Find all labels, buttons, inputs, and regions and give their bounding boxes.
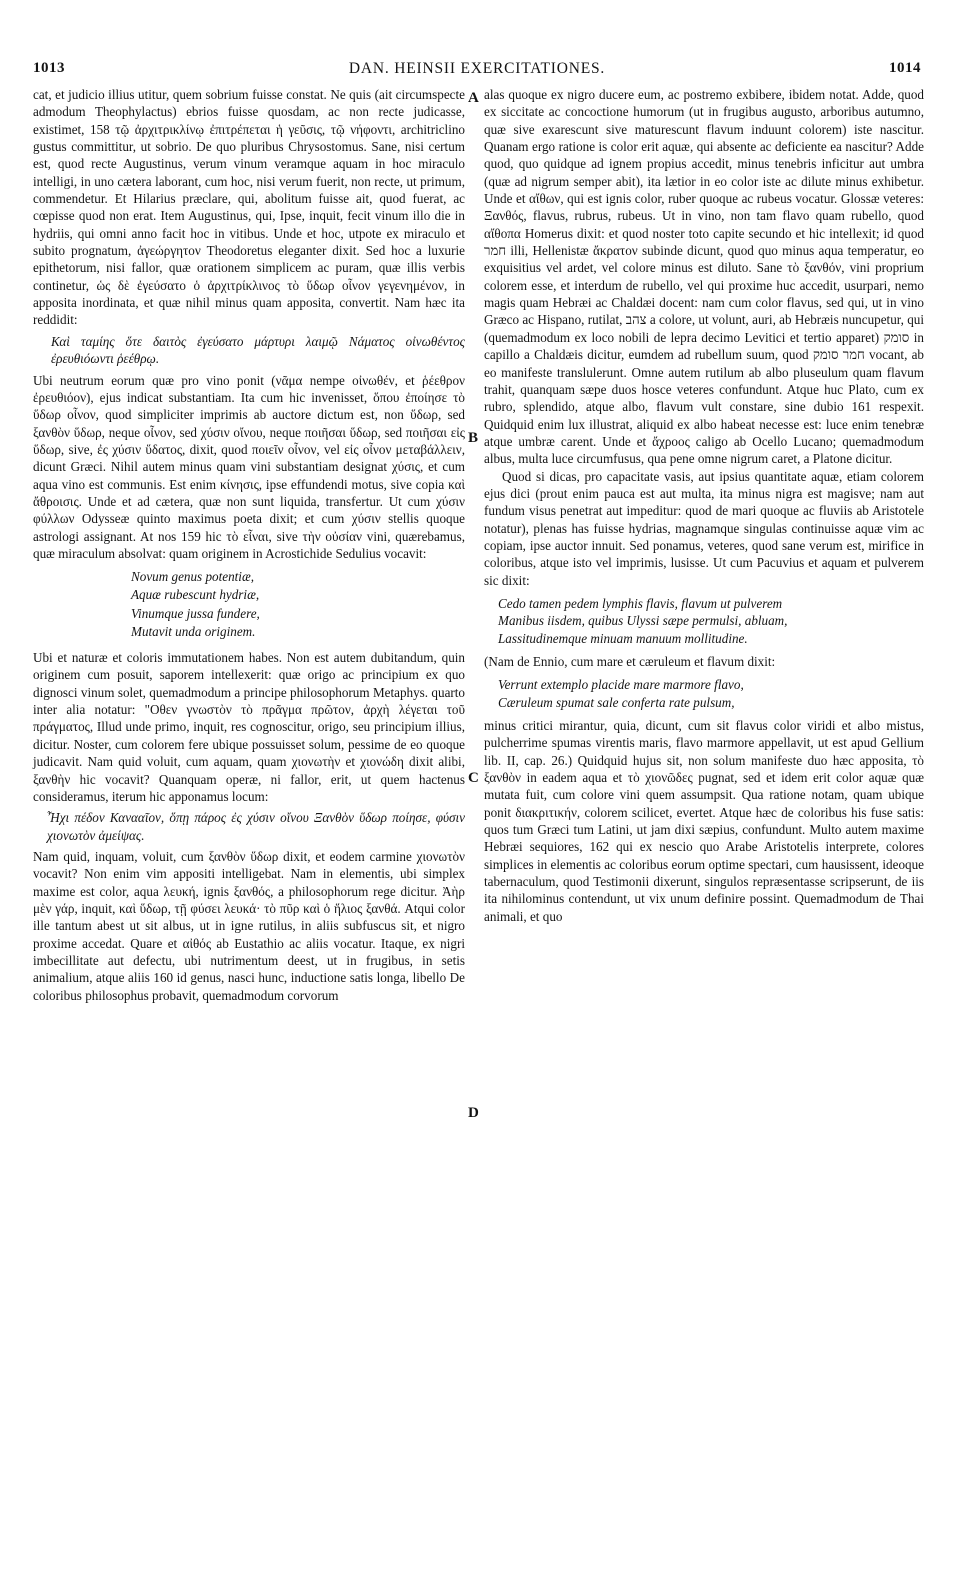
page-number-right: 1014 xyxy=(889,60,921,76)
paragraph: cat, et judicio illius utitur, quem sobrium fuisse constat. Ne quis (ait circumspecte admodum Theophylactus) ebrios fuisse quosdam, ac non recte judicasse, existimet, 158 τῷ ἀρχιτρικλίνῳ ἐπιτρέπεται ἡ γεῦσις, τῷ νήφοντι, architriclino gustus committitur, ut sobrio. De quo pluribus Chrysostomus. Sane, nisi certum est, quod recte Augustinus, verum vinum veramque aquam in hoc miraculo intelligi, in uno cætera laborant, cum hoc, nisi verum fuerit, non recte, ut primum, commendetur. Et Hilarius præclare, qui, abolitum fuisse ait, quod fuerat, ac cœpisse quod non erat. Item Augustinus, qui, Ipse, inquit, fecit vinum illo die in hydriis, qui omni anno facit hoc in vitibus. Unde et hoc, utpote ex miraculo et subito prognatum, ἀγεώργητον Theodoretus eleganter dixit. Sed hoc a luxurie epithetorum, nisi fallor, quæ orationem simplicem ac puram, quæ illis verbis continetur, ὡς δὲ ἐγεύσατο ὁ ἀρχιτρίκλινος τὸ ὕδωρ οἶνον γεγενημένον, in apposita inordinata, et quæ nihil minus quam apposita, convertit. Nam hæc ita reddidit: xyxy=(33,87,465,328)
margin-mark-d: D xyxy=(468,1105,479,1121)
paragraph: Ubi et naturæ et coloris immutationem habes. Non est autem dubitandum, quin originem cum posuit, saporem intellexerit: quæ origo ac principium ex quo dignosci vinum solet, quemadmodum a principe philosophorum Metaphys. quarto inter alia notatur: "Οθεν γνωστὸν τὸ πρᾶγμα πρῶτον, ἀρχὴ λέγεται τοῦ πράγματος, Illud unde primo, inquit, res cognoscitur, origo, seu principium illius, dicitur. Noster, cum colorem fere ubique possuisset solum, pessime de eo quoque judicavit. Nam quid voluit, cum aquam, quam χιονωτὴν et χιονώδη dixit alibi, ξανθὴν hic vocavit? Quanquam operæ, ni fallor, erit, ut quem hactenus consideramus, iterum hic apponamus locum: xyxy=(33,650,465,804)
right-column xyxy=(484,86,924,925)
left-column xyxy=(33,86,465,1004)
paragraph: Quod si dicas, pro capacitate vasis, aut ipsius quantitate aquæ, etiam colorem ejus dici (prout enim pauca est aut multa, ita minus nigra est magisve; nam aut fundum visus penetrat aut impeditur: quod de mari quoque ac fluviis ab Aristotele notatur), plenas has fuisse hydrias, magnamque singulas continuisse aquæ vim ac copiam, ipse auctor innuit. Sed ponamus, veteres, quod sane verum est, mirifice in coloribus, atque isto vel imprimis, lusisse. Ut cum Pacuvius et aquam et pulverem sic dixit: xyxy=(484,468,924,588)
latin-verse: Novum genus potentiæ, Aquæ rubescunt hydriæ, Vinumque jussa fundere, Mutavit unda originem. xyxy=(131,569,260,639)
margin-mark-a: A xyxy=(468,90,479,106)
paragraph: Nam quid, inquam, voluit, cum ξανθὸν ὕδωρ dixit, et eodem carmine χιονωτὸν vocavit? Non enim vim appositi intelligebat. Nam in elementis, ubi simplex maxime est color, aqua λευκή, ignis ξανθός, a philosophorum rege dicitur. Ἀὴρ μὲν γάρ, inquit, καὶ ὕδωρ, τῇ φύσει λευκά· τὸ πῦρ καὶ ὁ ἥλιος ξανθά. Atqui color ille tantum abest ut sit albus, ut in igne rutilus, in aliis subfuscus sit, et nigro proxime accedat. Quare et αἰθός ab Eustathio ac aliis vocatur. Itaque, ex nigri imbecillitate aut defectu, ubi nutrimentum deest, ut in frugibus, in setis animalium, atque aliis 160 id genus, nasci hunc, inductione satis longa, libello De coloribus philosophus probavit, quemadmodum corvorum xyxy=(33,848,465,1003)
paragraph: (Nam de Ennio, cum mare et cæruleum et flavum dixit: xyxy=(484,654,776,669)
paragraph: alas quoque ex nigro ducere eum, ac postremo exbibere, ibidem notat. Adde, quod ex siccitate ac concoctione humorum (ut in frugibus augusto, arboribus autumno, quæ sive exarescunt sive maturescunt flavum induunt colorem) iste nascitur. Quanam ergo ratione is color erit aquæ, qui absente ac deficiente ea nascitur? Adde quod, quo quidque ad ignem propius accedit, minus tenebris inficitur aut umbra (quæ ad nigrum semper abit), ita lætior in eo color iste ac dilute minus exhibetur. Unde et αἴθων, qui est ignis color, ruber quoque ac rubeus vocatur. Glossæ veteres: Ξανθός, flavus, rubrus, rubeus. Ut in vino, non tam flavo quam rubello, quod αἴθοπα Homerus dixit: et quod noster toto capite secundo et hic intellexit; id quod חמר illi, Hellenistæ ἄκρατον subinde dicunt, quod quo minus aqua temperatur, eo exquisitius vel ardet, vel colore minus est diluto. Sane τὸ ξανθόν, vini proprium colorem esse, et interdum de rubello, vel qui proxime huc accedit, usurpari, nemo magis quam Hebræi ac Chaldæi docent: nam cum color flavus, sed qui, ut in vino Græco ac Hispano, rutilat, צהב a colore, ut volunt, auri, ab Hebræis nuncupetur, qui (quemadmodum ex loco nobili de lepra decimo Levitici et tertio apparet) סומק in capillo a Chaldæis dicitur, eumdem ad rubellum suum, quod חמר סומק vocant, ab eo manifeste translulerunt. Omne autem rutilum ab albo pluseulum quam flavum trahit, quanquam sæpe duos hosce veteres confundunt. Atque huc Plato, cum ex rubro, splendido, atque albo, flavum vult constare, sine dubio 161 respexit. Quidquid enim lux illustrat, aliquid ex albo habeat necesse est: luce enim tenebræ atque umbræ carent. Unde et ἄχροος caligo ab Ocello Lucano; quemadmodum albus, multa luce circumfusus, qua pene omne nigrum caret, a Platone dicitur. xyxy=(484,87,925,467)
greek-verse: Καὶ ταμίης ὅτε δαιτὸς ἐγεύσατο μάρτυρι λαιμῷ Νάματος οἰνωθέντος ἐρευθιόωντι ῥεέθρῳ. xyxy=(51,333,465,367)
margin-mark-b: B xyxy=(468,430,479,446)
greek-verse: Ἦχι πέδον Κανααῖον, ὅπῃ πάρος ἐς χύσιν οἴνου Ξανθὸν ὕδωρ ποίησε, φύσιν χιονωτὸν ἀμείψας. xyxy=(47,810,465,843)
margin-mark-c: C xyxy=(468,770,479,786)
latin-verse: Cedo tamen pedem lymphis flavis, flavum ut pulverem Manibus iisdem, quibus Ulyssi sæpe permulsi, abluam, Lassitudinemque minuam manuum mollitudine. xyxy=(498,595,788,646)
running-header xyxy=(33,60,921,82)
paragraph: minus critici mirantur, quia, dicunt, cum sit flavus color viridi et albo mistus, pulcherrime spumas virentis maris, flavo marmore appellavit, ut est apud Gellium lib. II, cap. 26.) Quidquid hujus sit, non solum manifeste duo hæc apposita, τὸ ξανθὸν in eadem aqua et τὸ χιονῶδες pugnat, sed et idem erit color aquæ quæ mutata fuit, cum colore vini quem assumpsit. Qua ratione notam, quam ubique ponit διακριτικήν, colorem scilicet, evertet. Atque hæc de coloribus his fuse satis: quos tum Græci tum Latini, ut jam dixi sæpius, confundunt. Multo autem maxime Hebræi sequiores, 162 qui ex nescio quo Arabe Aristotelis interprete, colores simplices in elementis ac coloribus eorum optime spectari, cum hausissent, ideoque tabernaculum, quod Testimonii dixerunt, singulos repræsentasse scripserunt, de iis ita nihilominus contendunt, ut vix unum definire possint. Quemadmodum de Thai animali, et quo xyxy=(484,718,924,924)
latin-verse: Verrunt extemplo placide mare marmore flavo, Cæruleum spumat sale conferta rate pulsum, xyxy=(498,677,744,710)
page-number-left: 1013 xyxy=(33,60,65,76)
paragraph: Ubi neutrum eorum quæ pro vino ponit (νᾶμα nempe οἰνωθέν, et ῥέεθρον ἐρευθιόον), ejus indicat substantiam. Ita cum hic invenisset, ὅπου ἐποίησε τὸ ὕδωρ οἶνον, quod simpliciter imprimis ab auctore dictum est, non ὕδωρ, sed ξανθὸν ὕδωρ, neque οἶνον, sed χύσιν οἴνου, neque ποιῆσαι ὕδωρ, sed ποιῆσαι εἰς ὕδωρ, sive, ἐς χύσιν ὕδατος, dixit, quod ποιεῖν οἶνον, vel εἰς οἶνον μεταβάλλειν, dicunt Græci. Nihil autem minus quam vini substantiam designat χύσις, et cum aqua vino est communis. Est enim κίνησις, ipse effundendi motus, sive copia καὶ ἄθροισις. Unde et ad cætera, quæ non sunt liquida, transfertur. Ut cum χύσιν φύλλων Odysseæ quinto maximus poeta dixit; et cum χύσιν stellis quoque astrologi assignant. At nos 159 hic τὸ εἶναι, sive τὴν οὐσίαν vini, quærebamus, quæ miraculum absolvat: quam originem in Acrostichide Sedulius vocavit: xyxy=(33,372,465,561)
running-title: DAN. HEINSII EXERCITATIONES. xyxy=(348,60,606,77)
